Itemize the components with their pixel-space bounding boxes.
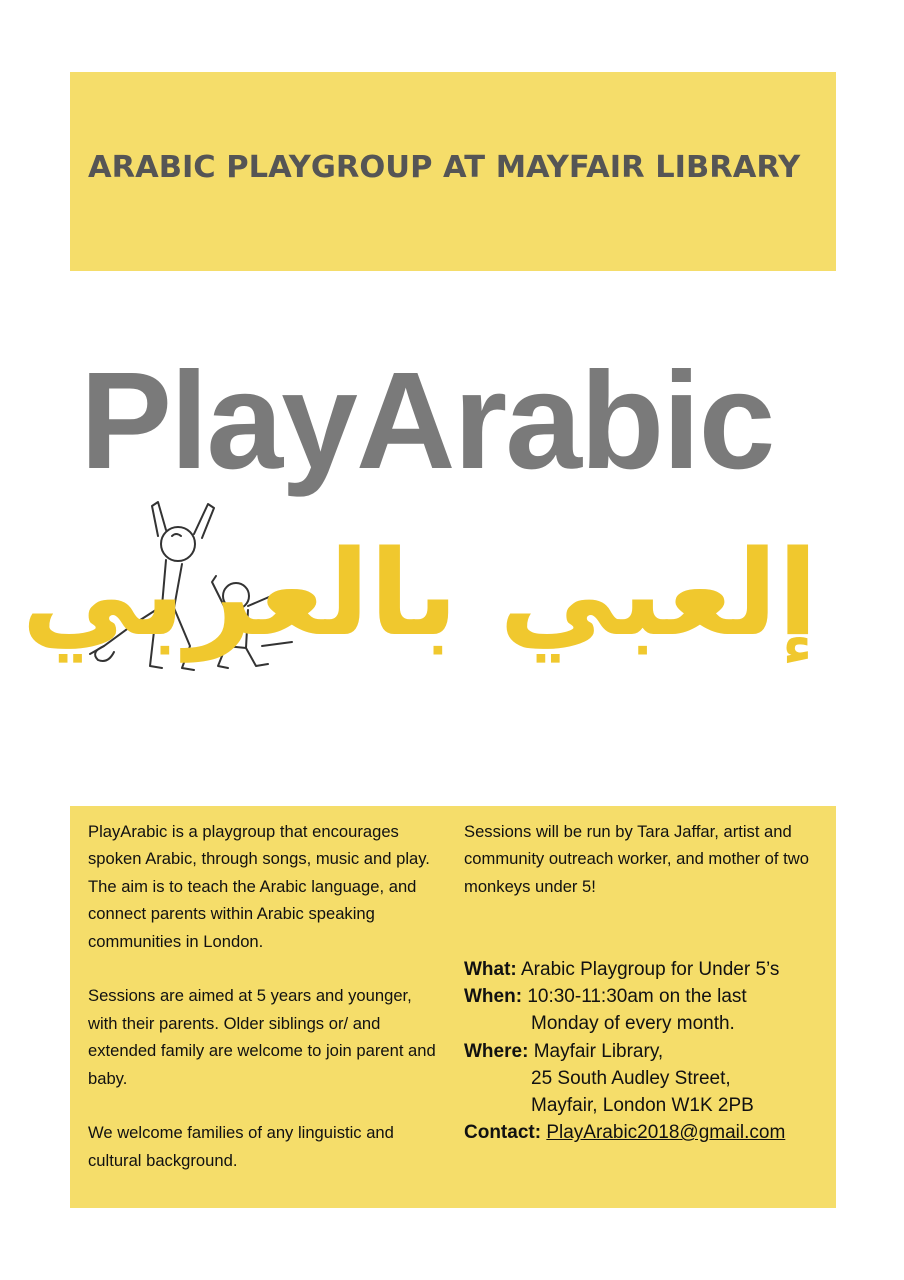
what-label: What:	[464, 959, 517, 980]
welcome-paragraph: We welcome families of any linguistic and cultural background.	[88, 1123, 394, 1170]
description-column	[88, 818, 444, 1174]
where-value-line1: Mayfair Library,	[533, 1040, 664, 1062]
intro-paragraph: PlayArabic is a playgroup that encourages spoken Arabic, through songs, music and play. The aim is to teach the Arabic language, and connect parents within Arabic speaking communities in London.	[88, 822, 430, 951]
where-row-line2	[464, 1065, 834, 1092]
when-value-line2: Monday of every month.	[531, 1013, 735, 1035]
logo-wordmark: PlayArabic	[80, 344, 774, 498]
where-row-line3	[464, 1092, 834, 1119]
where-label: Where:	[464, 1040, 529, 1062]
page-title: ARABIC PLAYGROUP AT MAYFAIR LIBRARY	[88, 150, 801, 185]
where-row	[464, 1038, 834, 1065]
contact-label: Contact:	[464, 1122, 542, 1144]
what-row	[464, 956, 834, 983]
host-paragraph: Sessions will be run by Tara Jaffar, artist and community outreach worker, and mother of two monkeys under 5!	[464, 822, 809, 896]
age-paragraph: Sessions are aimed at 5 years and younger, with their parents. Older siblings or/ and extended family are welcome to join parent and baby.	[88, 986, 436, 1088]
what-value: Arabic Playgroup for Under 5’s	[521, 959, 780, 980]
contact-email-link[interactable]: PlayArabic2018@gmail.com	[546, 1122, 786, 1144]
when-value-line1: 10:30-11:30am on the last	[527, 986, 747, 1008]
when-row	[464, 983, 834, 1010]
host-column	[464, 818, 824, 900]
where-value-line2: 25 South Audley Street,	[531, 1067, 731, 1089]
where-value-line3: Mayfair, London W1K 2PB	[531, 1095, 754, 1117]
when-row-continued	[464, 1010, 834, 1037]
event-details	[464, 956, 834, 1146]
arabic-logo-text: إلعبي بالعربي	[21, 524, 818, 662]
when-label: When:	[464, 986, 523, 1008]
contact-row	[464, 1119, 834, 1146]
